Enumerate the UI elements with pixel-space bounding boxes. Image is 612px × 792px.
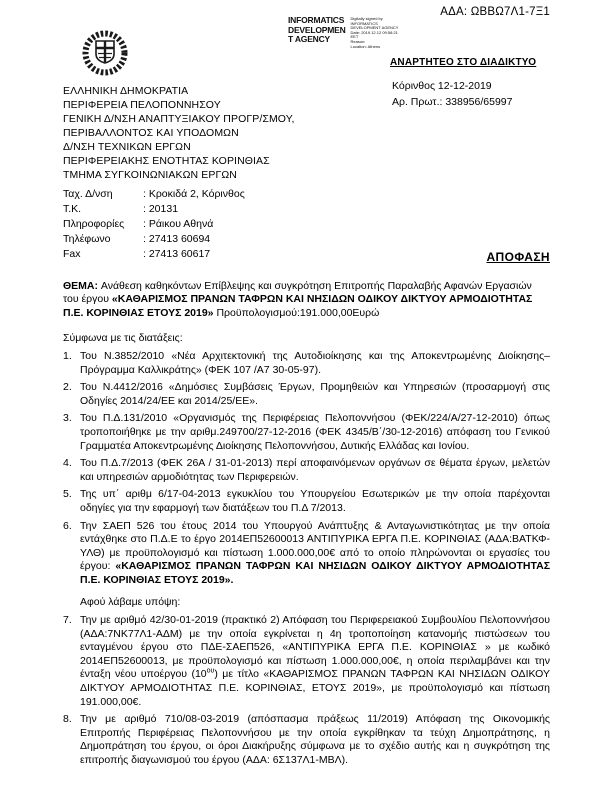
publish-notice: ΑΝΑΡΤΗΤΕΟ ΣΤΟ ΔΙΑΔΙΚΤΥΟ xyxy=(390,57,537,68)
greek-national-emblem-icon xyxy=(77,28,133,81)
letterhead-line: Δ/ΝΣΗ ΤΕΧΝΙΚΩΝ ΕΡΓΩΝ xyxy=(63,141,191,153)
contact-value: : 27413 60617 xyxy=(143,248,211,260)
item-number: 7. xyxy=(63,614,72,627)
legal-item-3 xyxy=(63,412,550,453)
ada-number: ΑΔΑ: ΩΒΒΩ7Λ1-7Ξ1 xyxy=(440,6,550,18)
contact-value: : Ράικου Αθηνά xyxy=(143,218,214,230)
letterhead-line: ΠΕΡΙΦΕΡΕΙΑ ΠΕΛΟΠΟΝΝΗΣΟΥ xyxy=(63,99,221,111)
contact-label: Τηλέφωνο xyxy=(63,233,111,245)
legal-item-7 xyxy=(63,614,550,709)
legal-item-5 xyxy=(63,488,550,515)
document-body xyxy=(63,251,550,768)
place-date: Κόρινθος 12-12-2019 xyxy=(392,80,492,92)
stamp-agency-name: INFORMATICS DEVELOPMEN T AGENCY xyxy=(288,15,346,44)
stamp-signature-details: Digitally signed by INFORMATICS DEVELOPMENT AGENCY Date: 2019.12.12 09:58:21 EET Reason: Location: Athens xyxy=(350,16,399,49)
letterhead xyxy=(63,28,343,262)
letterhead-line: ΤΜΗΜΑ ΣΥΓΚΟΙΝΩΝΙΑΚΩΝ ΕΡΓΩΝ xyxy=(63,169,237,181)
item-number: 4. xyxy=(63,457,72,470)
contact-row-postcode xyxy=(63,202,343,217)
contact-label: Ταχ. Δ/νση xyxy=(63,188,113,200)
item-number: 3. xyxy=(63,412,72,425)
decision-heading: ΑΠΟΦΑΣΗ xyxy=(486,250,550,264)
item-text: Την ΣΑΕΠ 526 του έτους 2014 του Υπουργού Ανάπτυξης & Ανταγωνιστικότητας με την οποία εντάχθηκε στο Π.Δ.Ε το έργο 2014ΕΠ52600013 ΑΝΤΙΠΥΡΙΚΑ ΕΡΓΑ Π.Ε. ΚΟΡΙΝΘΙΑΣ (ΑΔΑ:ΒΑΤΚΦ-ΥΛΘ) με προϋπολογισμό και πίστωση 1.000.000,00€ από το οποίο πληρώνονται οι εργασίες του έργου: «ΚΑΘΑΡΙΣΜΟΣ ΠΡΑΝΩΝ ΤΑΦΡΩΝ ΚΑΙ ΝΗΣΙΔΩΝ ΟΔΙΚΟΥ ΔΙΚΤΥΟΥ ΑΡΜΟΔΙΟΤΗΤΑΣ Π.Ε. ΚΟΡΙΝΘΙΑΣ ΕΤΟΥΣ 2019». xyxy=(80,519,551,586)
item-number: 2. xyxy=(63,381,72,394)
consideration-intro: Αφού λάβαμε υπόψη: xyxy=(80,596,181,609)
legal-item-8 xyxy=(63,713,550,767)
item-text: Της υπ΄ αριθμ 6/17-04-2013 εγκυκλίου του Υπουργείου Εσωτερικών με την οποία παρέχονται οδηγίες για την εφαρμογή των διατάξεων του Π.Δ 7/2013. xyxy=(80,488,550,514)
legal-item-4 xyxy=(63,457,550,484)
legal-item-2 xyxy=(63,381,550,408)
letterhead-line: ΕΛΛΗΝΙΚΗ ΔΗΜΟΚΡΑΤΙΑ xyxy=(63,85,189,97)
contact-value: : Κροκιδά 2, Κόρινθος xyxy=(143,188,245,200)
contact-value: : 20131 xyxy=(143,203,179,215)
item-number: 1. xyxy=(63,349,72,362)
item-text: Του Ν.4412/2016 «Δημόσιες Συμβάσεις Έργων, Προμηθειών και Υπηρεσιών (προσαρμογή στις Οδηγίες 2014/24/ΕΕ και 2014/25/ΕΕ». xyxy=(80,381,550,407)
contact-value: : 27413 60694 xyxy=(143,233,211,245)
item-number: 8. xyxy=(63,713,72,726)
contact-row-phone xyxy=(63,232,343,247)
contact-row-address xyxy=(63,187,343,202)
legal-basis-intro: Σύμφωνα με τις διατάξεις: xyxy=(63,332,183,345)
legal-item-1 xyxy=(63,350,550,377)
letterhead-line: ΓΕΝΙΚΗ Δ/ΝΣΗ ΑΝΑΠΤΥΞΙΑΚΟΥ ΠΡΟΓΡ/ΣΜΟΥ, xyxy=(63,113,295,125)
contact-label: Τ.Κ. xyxy=(63,203,82,215)
contact-row-information xyxy=(63,217,343,232)
item-number: 5. xyxy=(63,488,72,501)
item-number: 6. xyxy=(63,519,72,532)
letterhead-line: ΠΕΡΙΦΕΡΕΙΑΚΗΣ ΕΝΟΤΗΤΑΣ ΚΟΡΙΝΘΙΑΣ xyxy=(63,155,270,167)
item-text: Την με αριθμό 710/08-03-2019 (απόσπασμα πράξεως 11/2019) Απόφαση της Οικονομικής Επιτροπής Περιφέρειας Πελοποννήσου με την οποία εγκρίθηκαν τα τεύχη Δημοπράτησης, η Δημοπράτηση του έργου, οι όροι Διακήρυξης σύμφωνα με το σχέδιο αυτής και η συγκρότηση της επιτροπής διαγωνισμού του έργου (ΑΔΑ: 6Σ137Λ1-ΜΒΛ). xyxy=(80,713,550,766)
letterhead-line: ΠΕΡΙΒΑΛΛΟΝΤΟΣ ΚΑΙ ΥΠΟΔΟΜΩΝ xyxy=(63,127,239,139)
contact-label: Fax xyxy=(63,248,81,260)
item-text: Του Π.Δ.7/2013 (ΦΕΚ 26Α / 31-01-2013) περί αποφαινόμενων οργάνων σε θέματα έργων, μελετών και υπηρεσιών αρμοδιότητας των Περιφερειών. xyxy=(80,457,550,483)
protocol-number: Αρ. Πρωτ.: 338956/65997 xyxy=(392,96,513,108)
subject-paragraph: ΘΕΜΑ: Ανάθεση καθηκόντων Επίβλεψης και συγκρότηση Επιτροπής Παραλαβής Αφανών Εργασιών του έργου «ΚΑΘΑΡΙΣΜΟΣ ΠΡΑΝΩΝ ΤΑΦΡΩΝ ΚΑΙ ΝΗΣΙΔΩΝ ΟΔΙΚΟΥ ΔΙΚΤΥΟΥ ΑΡΜΟΔΙΟΤΗΤΑΣ Π.Ε. ΚΟΡΙΝΘΙΑΣ ΕΤΟΥΣ 2019» Προϋπολογισμού:191.000,00Ευρώ xyxy=(63,279,533,319)
item-text: Του Ν.3852/2010 «Νέα Αρχιτεκτονική της Αυτοδιοίκησης και της Αποκεντρωμένης Διοίκησης– Πρόγραμμα Καλλικράτης» (ΦΕΚ 107 /Α7 30-05-97). xyxy=(80,349,550,376)
item-text: Την με αριθμό 42/30-01-2019 (πρακτικό 2) Απόφαση του Περιφερειακού Συμβουλίου Πελοποννήσου (ΑΔΑ:7ΝΚ77Λ1-ΑΔΜ) με την οποία εγκρίνεται η 4η τροποποίηση κατανομής πιστώσεων του ενταγμένου έργου στο ΠΔΕ-ΣΑΕΠ526, «ΑΝΤΙΠΥΡΙΚΑ ΕΡΓΑ Π.Ε. ΚΟΡΙΝΘΙΑΣ » με κωδικό 2014ΕΠ52600013, με προϋπολογισμό και πίστωση 1.000.000,00€, η οποία περιλαμβάνει και την ένταξη νέου υποέργου $(10^{o\upsilon})$ με τίτλο «ΚΑΘΑΡΙΣΜΟΣ ΠΡΑΝΩΝ ΤΑΦΡΩΝ ΚΑΙ ΝΗΣΙΔΩΝ ΟΔΙΚΟΥ ΔΙΚΤΥΟΥ ΑΡΜΟΔΙΟΤΗΤΑΣ Π.Ε. ΚΟΡΙΝΘΙΑΣ, ΕΤΟΥΣ 2019», με προϋπολογισμό και πίστωση 191.000,00€. xyxy=(80,614,550,708)
contact-label: Πληροφορίες xyxy=(63,218,125,230)
legal-item-6 xyxy=(63,520,550,588)
item-text: Του Π.Δ.131/2010 «Οργανισμός της Περιφέρειας Πελοποννήσου (ΦΕΚ/224/Α/27-12-2010) όπως τροποποιήθηκε με την αριθμ.249700/27-12-2016 (ΦΕΚ 4345/Β΄/30-12-2016) απόφαση του Γενικού Γραμματέα Αποκεντρωμένης Διοίκησης Πελοποννήσου, Δυτικής Ελλάδας και Ιονίου. xyxy=(80,412,550,452)
